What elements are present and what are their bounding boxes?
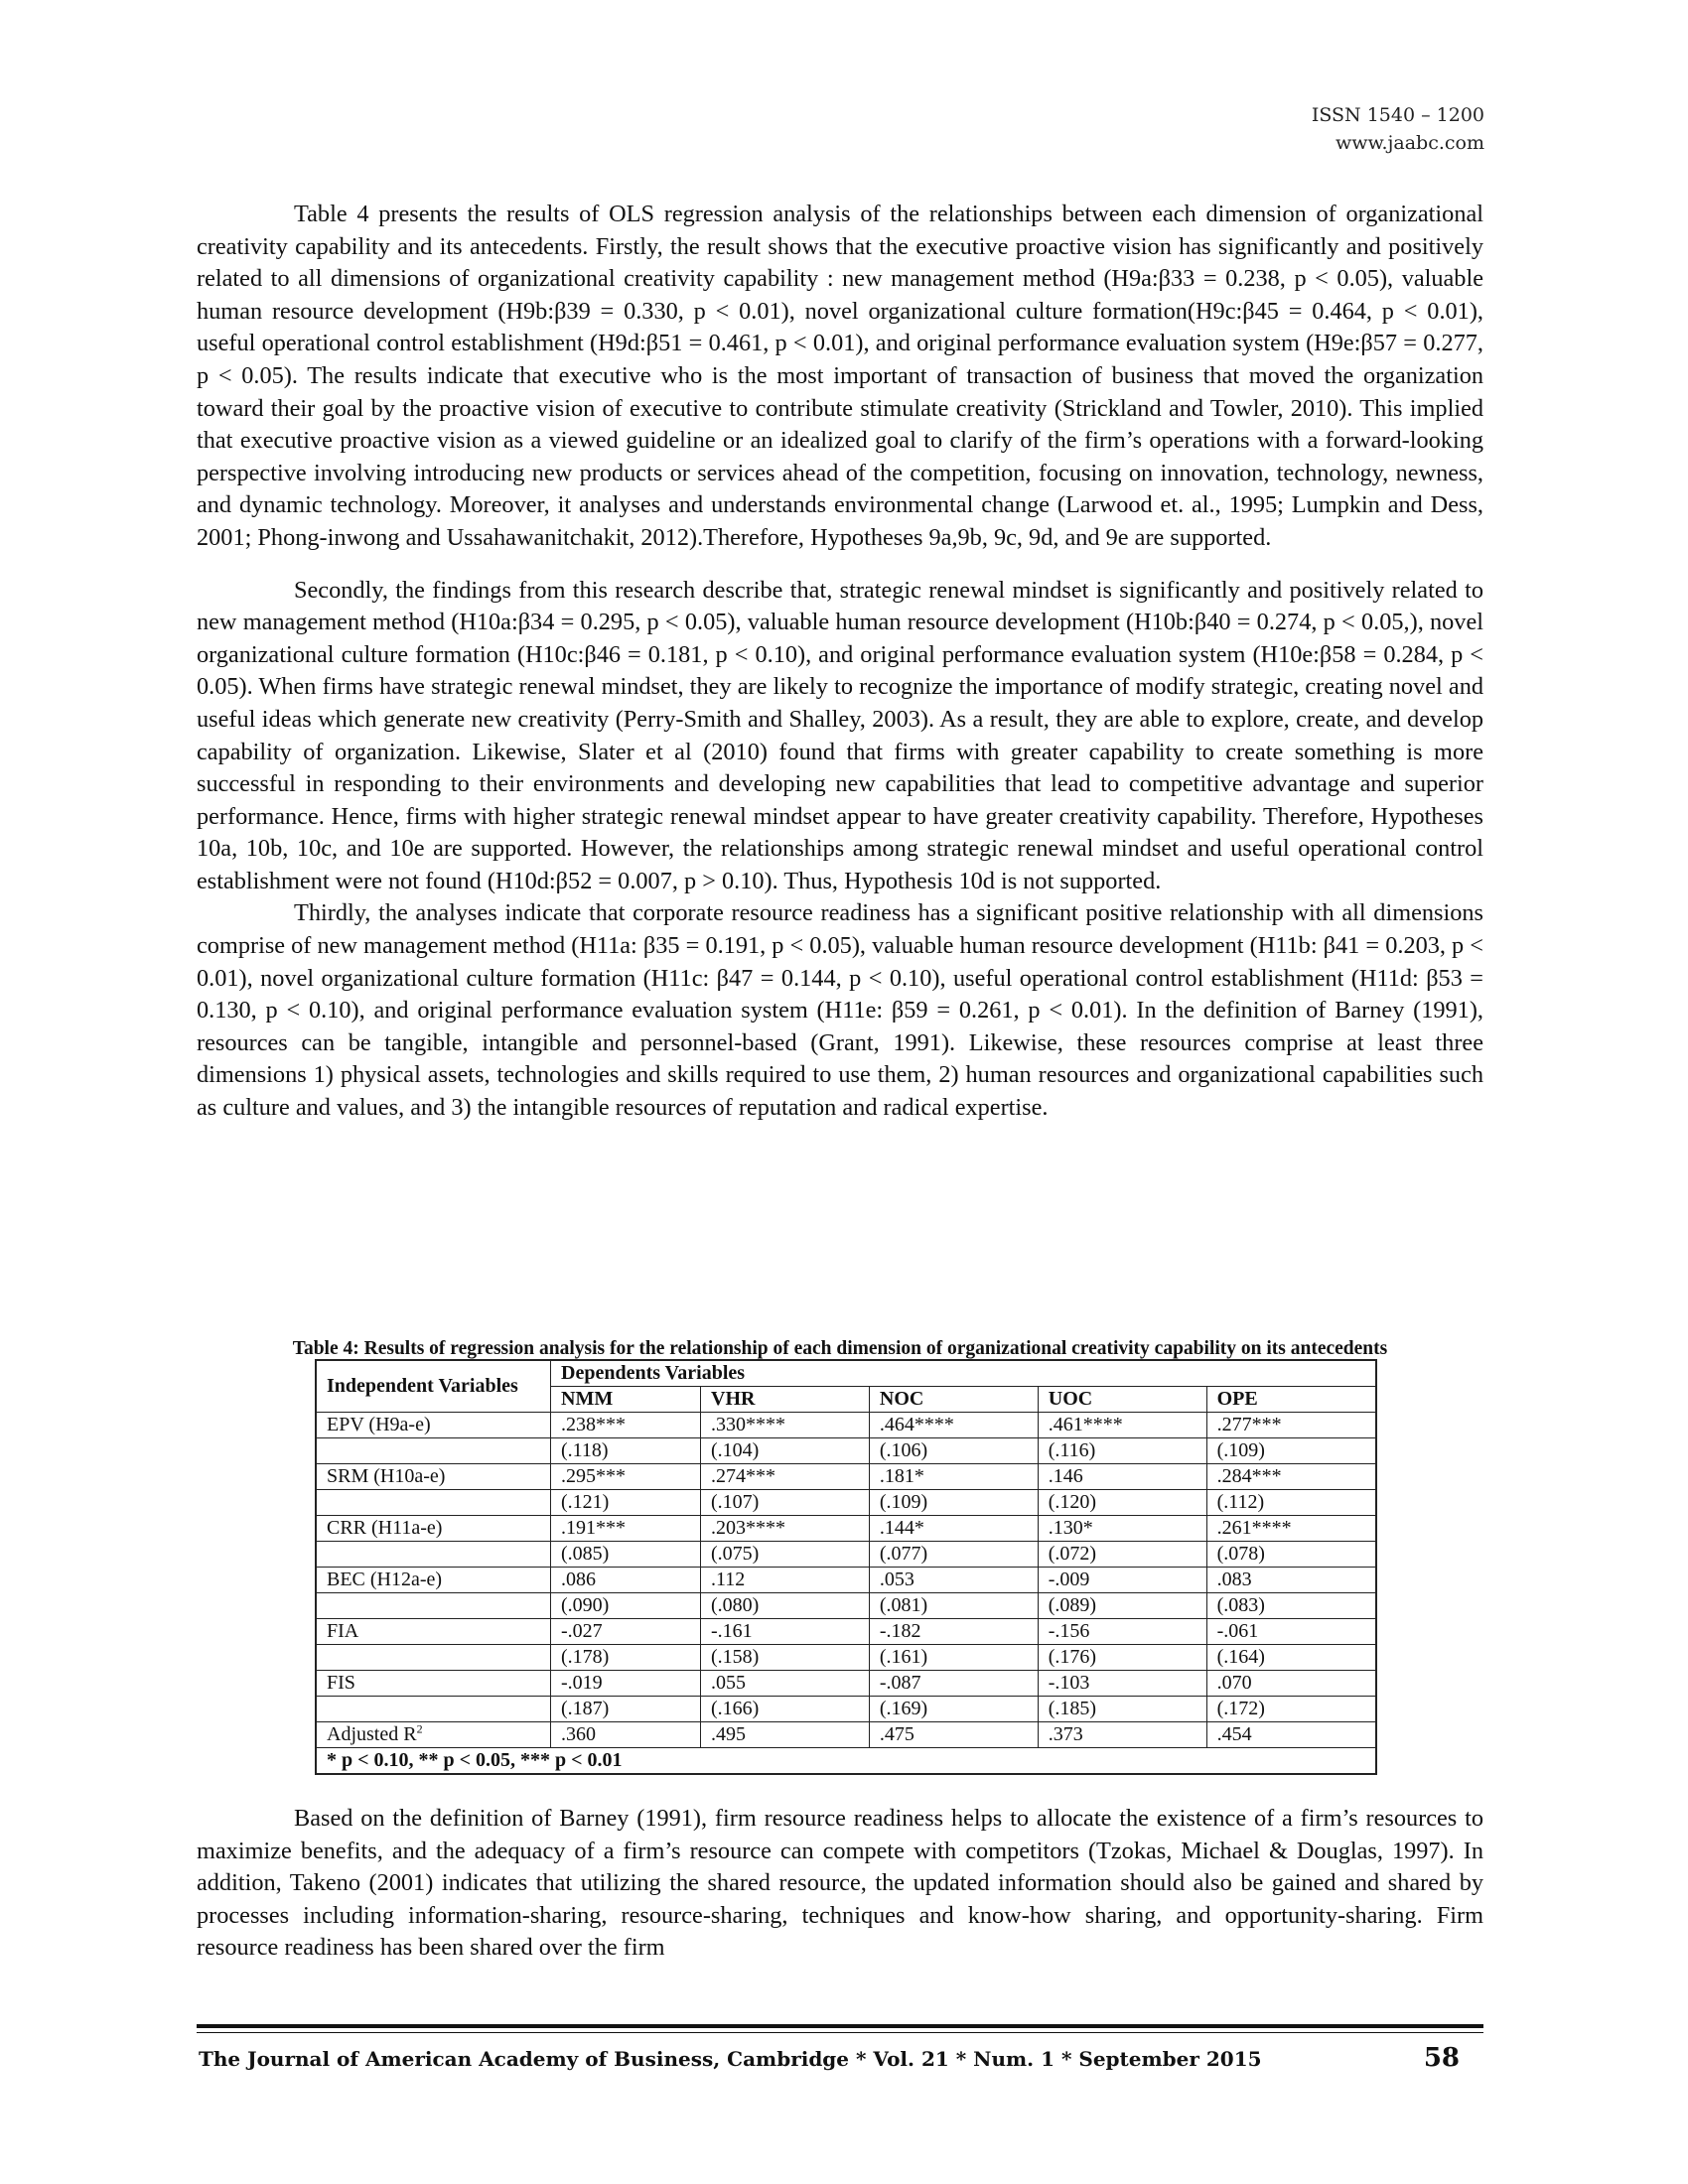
table-cell: (.109) xyxy=(869,1490,1038,1516)
table-cell: -.009 xyxy=(1038,1568,1206,1593)
table-cell: (.075) xyxy=(701,1542,870,1568)
journal-citation: The Journal of American Academy of Business, Cambridge * Vol. 21 * Num. 1 * September 2015 xyxy=(199,2047,1262,2071)
table-cell: .274*** xyxy=(701,1464,870,1490)
table-cell: .070 xyxy=(1206,1671,1376,1697)
table-cell: .146 xyxy=(1038,1464,1206,1490)
table-cell: (.107) xyxy=(701,1490,870,1516)
table-row xyxy=(316,1464,1376,1490)
column-header: NMM xyxy=(551,1387,701,1413)
table-row xyxy=(316,1593,1376,1619)
website-text: www.jaabc.com xyxy=(1335,132,1484,154)
table-row xyxy=(316,1645,1376,1671)
table-cell xyxy=(316,1645,551,1671)
table-cell xyxy=(316,1593,551,1619)
table-footnote-row xyxy=(316,1748,1376,1775)
table-cell xyxy=(316,1542,551,1568)
table-caption: Table 4: Results of regression analysis for the relationship of each dimension of organizational creativity capability on its antecedents xyxy=(292,1338,1388,1359)
table-row xyxy=(316,1413,1376,1438)
table-cell: -.103 xyxy=(1038,1671,1206,1697)
paragraph-2: Secondly, the findings from this research describe that, strategic renewal mindset is significantly and positively related to new management method (H10a:β34 = 0.295, p < 0.05), valuable human resource development (H10b:β40 = 0.274, p < 0.05,), novel organizational culture formation (H10c:β46 = 0.181, p < 0.10), and original performance evaluation system (H10e:β58 = 0.284, p < 0.05). When firms have strategic renewal mindset, they are likely to recognize the importance of modify strategic, creating novel and useful ideas which generate new creativity (Perry-Smith and Shalley, 2003). As a result, they are able to explore, create, and develop capability of organization. Likewise, Slater et al (2010) found that firms with greater capability to create something is more successful in responding to their environments and developing new capabilities that lead to competitive advantage and superior performance. Hence, firms with higher strategic renewal mindset appear to have greater creativity capability. Therefore, Hypotheses 10a, 10b, 10c, and 10e are supported. However, the relationships among strategic renewal mindset and useful operational control establishment were not found (H10d:β52 = 0.007, p > 0.10). Thus, Hypothesis 10d is not supported. xyxy=(197,576,1483,894)
table-row xyxy=(316,1671,1376,1697)
table-cell: (.176) xyxy=(1038,1645,1206,1671)
table-cell xyxy=(316,1438,551,1464)
dependent-variables-header: Dependents Variables xyxy=(551,1360,1377,1387)
table-cell: (.089) xyxy=(1038,1593,1206,1619)
page-number: 58 xyxy=(1423,2043,1460,2073)
table-cell: .360 xyxy=(551,1722,701,1748)
table-cell: (.178) xyxy=(551,1645,701,1671)
table-cell: .144* xyxy=(869,1516,1038,1542)
table-cell xyxy=(316,1490,551,1516)
table-cell: -.182 xyxy=(869,1619,1038,1645)
table-cell: (.158) xyxy=(701,1645,870,1671)
table-cell: (.172) xyxy=(1206,1697,1376,1722)
footer-rule-thick xyxy=(197,2024,1483,2028)
table-cell: .284*** xyxy=(1206,1464,1376,1490)
table-cell: .461**** xyxy=(1038,1413,1206,1438)
table-cell: .464**** xyxy=(869,1413,1038,1438)
paragraph-1: Table 4 presents the results of OLS regression analysis of the relationships between each dimension of organizational creativity capability and its antecedents. Firstly, the result shows that the executive proactive vision has significantly and positively related to all dimensions of organizational creativity capability : new management method (H9a:β33 = 0.238, p < 0.05), valuable human resource development (H9b:β39 = 0.330, p < 0.01), novel organizational culture formation(H9c:β45 = 0.464, p < 0.01), useful operational control establishment (H9d:β51 = 0.461, p < 0.01), and original performance evaluation system (H9e:β57 = 0.277, p < 0.05). The results indicate that executive who is the most important of transaction of business that moved the organization toward their goal by the proactive vision of executive to contribute stimulate creativity (Strickland and Towler, 2010). This implied that executive proactive vision as a viewed guideline or an idealized goal to clarify of the firm’s operations with a forward-looking perspective involving introducing new products or services ahead of the competition, focusing on innovation, technology, newness, and dynamic technology. Moreover, it analyses and understands environmental change (Larwood et. al., 1995; Lumpkin and Dess, 2001; Phong-inwong and Ussahawanitchakit, 2012).Therefore, Hypotheses 9a,9b, 9c, 9d, and 9e are supported. xyxy=(197,201,1483,551)
table-cell: FIA xyxy=(316,1619,551,1645)
page-header xyxy=(1312,101,1484,157)
footer-rule-thin xyxy=(197,2032,1483,2033)
table-cell: (.090) xyxy=(551,1593,701,1619)
table-cell: .086 xyxy=(551,1568,701,1593)
table-cell xyxy=(316,1697,551,1722)
table-cell: .112 xyxy=(701,1568,870,1593)
table-cell: .454 xyxy=(1206,1722,1376,1748)
table-cell: (.106) xyxy=(869,1438,1038,1464)
table-cell: .191*** xyxy=(551,1516,701,1542)
table-cell: .238*** xyxy=(551,1413,701,1438)
table-cell: .261**** xyxy=(1206,1516,1376,1542)
paragraph-4: Based on the definition of Barney (1991), firm resource readiness helps to allocate the existence of a firm’s resources to maximize benefits, and the adequacy of a firm’s resource can compete with competitors (Tzokas, Michael & Douglas, 1997). In addition, Takeno (2001) indicates that utilizing the shared resource, the updated information should also be gained and shared by processes including information-sharing, resource-sharing, techniques and know-how sharing, and opportunity-sharing. Firm resource readiness has been shared over the firm xyxy=(197,1805,1483,1962)
table-cell: .055 xyxy=(701,1671,870,1697)
table-cell: (.169) xyxy=(869,1697,1038,1722)
table-row xyxy=(316,1542,1376,1568)
table-cell: (.185) xyxy=(1038,1697,1206,1722)
table-cell: EPV (H9a-e) xyxy=(316,1413,551,1438)
table-cell: -.061 xyxy=(1206,1619,1376,1645)
table-cell: (.078) xyxy=(1206,1542,1376,1568)
body-text-top xyxy=(197,199,1483,1125)
table-row xyxy=(316,1619,1376,1645)
page-footer xyxy=(199,2043,1479,2073)
table-cell: (.118) xyxy=(551,1438,701,1464)
table-cell: (.121) xyxy=(551,1490,701,1516)
table-cell: (.081) xyxy=(869,1593,1038,1619)
table-cell: (.164) xyxy=(1206,1645,1376,1671)
table-row xyxy=(316,1516,1376,1542)
table-cell: .373 xyxy=(1038,1722,1206,1748)
column-header: OPE xyxy=(1206,1387,1376,1413)
table-cell: (.085) xyxy=(551,1542,701,1568)
table-cell: -.019 xyxy=(551,1671,701,1697)
column-header: VHR xyxy=(701,1387,870,1413)
table-cell: .277*** xyxy=(1206,1413,1376,1438)
table-cell: .083 xyxy=(1206,1568,1376,1593)
table-cell: (.080) xyxy=(701,1593,870,1619)
table-cell: .475 xyxy=(869,1722,1038,1748)
table-cell: -.087 xyxy=(869,1671,1038,1697)
table-cell: .203**** xyxy=(701,1516,870,1542)
table-cell: .130* xyxy=(1038,1516,1206,1542)
table-row xyxy=(316,1490,1376,1516)
table-cell: (.109) xyxy=(1206,1438,1376,1464)
table-cell: BEC (H12a-e) xyxy=(316,1568,551,1593)
column-header: UOC xyxy=(1038,1387,1206,1413)
table-cell: (.120) xyxy=(1038,1490,1206,1516)
table-cell: (.077) xyxy=(869,1542,1038,1568)
table-cell: (.116) xyxy=(1038,1438,1206,1464)
table-cell: FIS xyxy=(316,1671,551,1697)
table-row xyxy=(316,1568,1376,1593)
table-cell: .053 xyxy=(869,1568,1038,1593)
table-row xyxy=(316,1697,1376,1722)
table-cell: .495 xyxy=(701,1722,870,1748)
table-cell: (.104) xyxy=(701,1438,870,1464)
body-text-bottom xyxy=(197,1803,1483,1965)
table-cell: (.161) xyxy=(869,1645,1038,1671)
table-cell: .295*** xyxy=(551,1464,701,1490)
adjusted-r2-label: Adjusted $R^2$ xyxy=(316,1722,551,1748)
adjusted-r2-row xyxy=(316,1722,1376,1748)
table-cell: .330**** xyxy=(701,1413,870,1438)
table-cell: SRM (H10a-e) xyxy=(316,1464,551,1490)
issn-text: ISSN 1540 – 1200 xyxy=(1311,104,1484,126)
table-cell: -.027 xyxy=(551,1619,701,1645)
significance-footnote: * p < 0.10, ** p < 0.05, *** p < 0.01 xyxy=(316,1748,1376,1775)
paragraph-3: Thirdly, the analyses indicate that corporate resource readiness has a significant positive relationship with all dimensions comprise of new management method (H11a: β35 = 0.191, p < 0.05), valuable human resource development (H11b: β41 = 0.203, p < 0.01), novel organizational culture formation (H11c: β47 = 0.144, p < 0.10), useful operational control establishment (H11d: β53 = 0.130, p < 0.10), and original performance evaluation system (H11e: β59 = 0.261, p < 0.01). In the definition of Barney (1991), resources can be tangible, intangible and personnel-based (Grant, 1991). Likewise, these resources comprise at least three dimensions 1) physical assets, technologies and skills required to use them, 2) human resources and organizational capabilities such as culture and values, and 3) the intangible resources of reputation and radical expertise. xyxy=(197,899,1483,1122)
table-cell: (.166) xyxy=(701,1697,870,1722)
table-cell: (.072) xyxy=(1038,1542,1206,1568)
table-cell: -.161 xyxy=(701,1619,870,1645)
regression-table xyxy=(315,1359,1377,1775)
table-cell: CRR (H11a-e) xyxy=(316,1516,551,1542)
table-cell: (.083) xyxy=(1206,1593,1376,1619)
independent-variables-header: Independent Variables xyxy=(316,1360,551,1413)
table-cell: .181* xyxy=(869,1464,1038,1490)
table-row xyxy=(316,1438,1376,1464)
table-cell: (.112) xyxy=(1206,1490,1376,1516)
column-header: NOC xyxy=(869,1387,1038,1413)
table-cell: -.156 xyxy=(1038,1619,1206,1645)
table-cell: (.187) xyxy=(551,1697,701,1722)
table-body xyxy=(316,1413,1376,1775)
